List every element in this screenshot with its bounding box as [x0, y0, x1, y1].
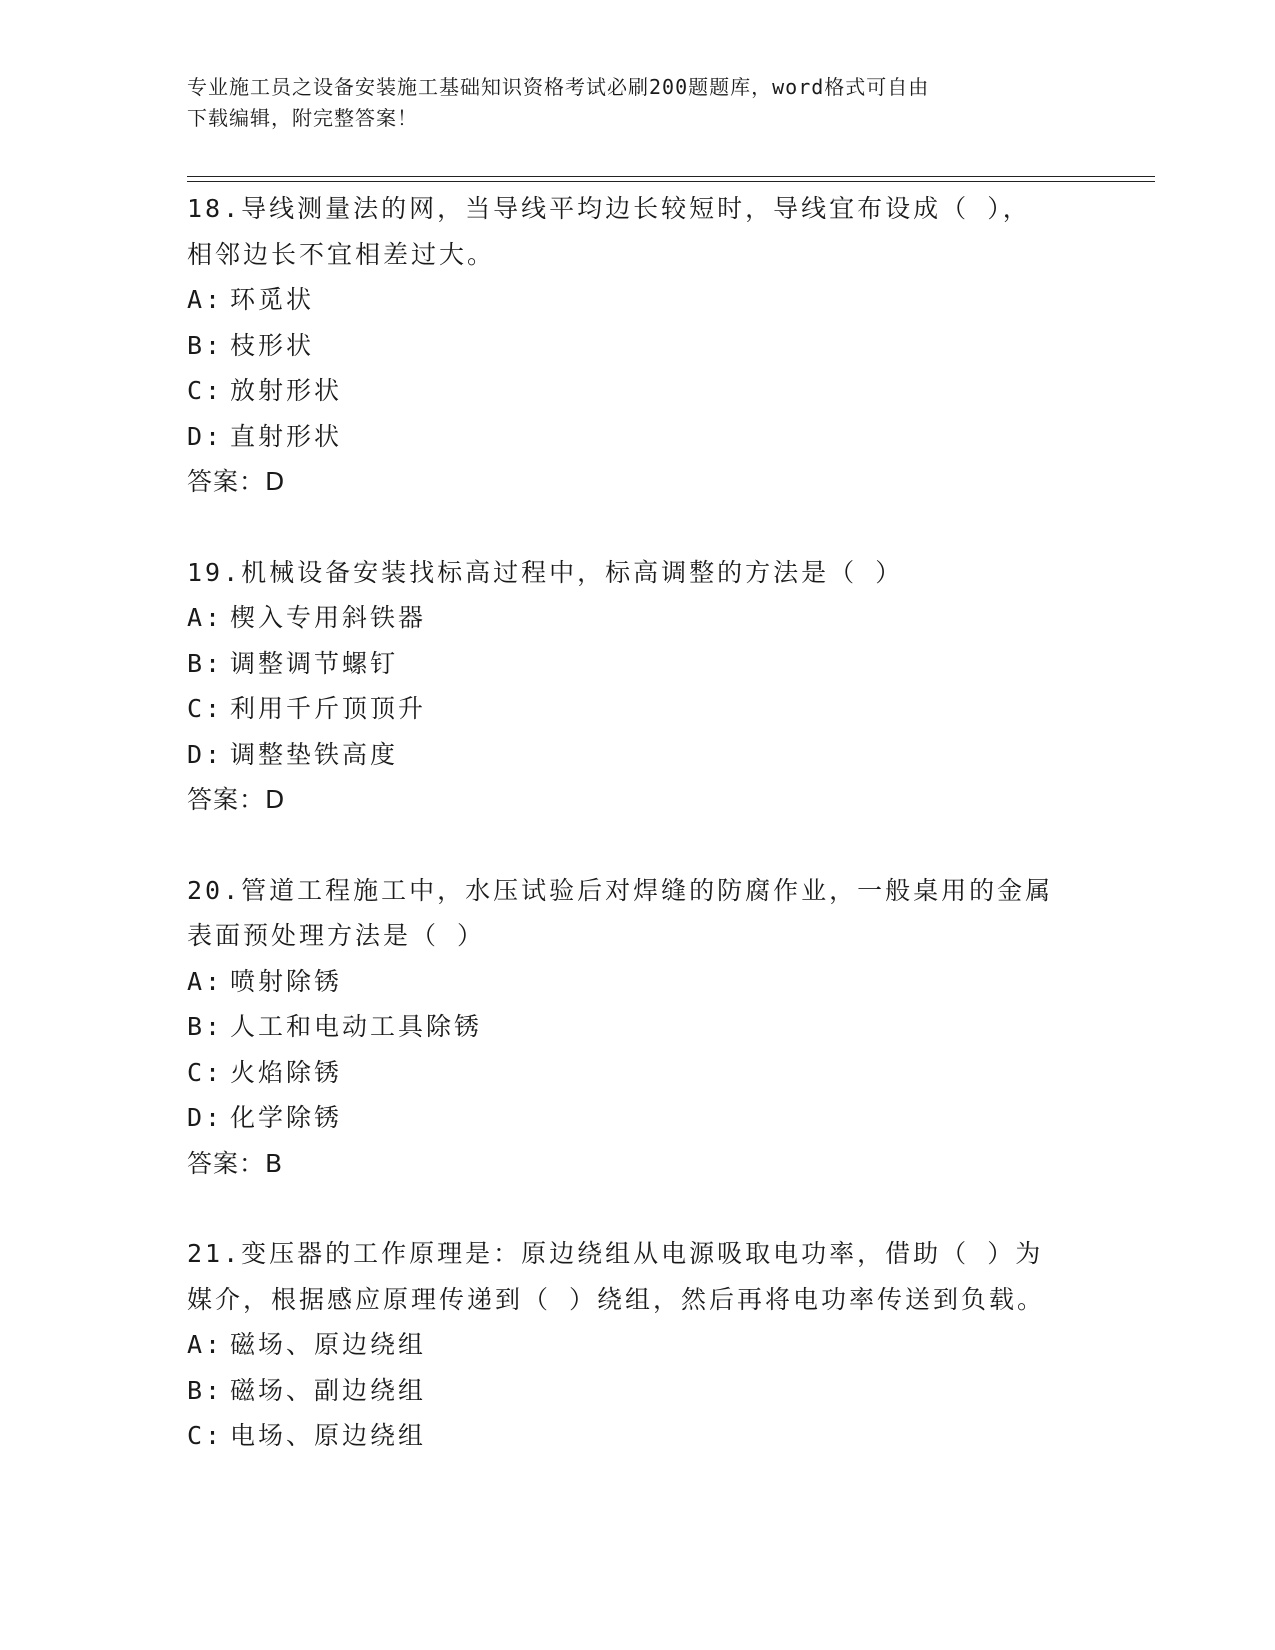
- option-c: [187, 1050, 1087, 1096]
- option-b: [187, 641, 1087, 687]
- question-20: [187, 868, 1087, 1187]
- option-a: [187, 1322, 1087, 1368]
- option-text: 放射形状: [230, 376, 343, 405]
- option-key: B:: [187, 648, 224, 678]
- option-c: [187, 368, 1087, 414]
- question-text-line-2: 表面预处理方法是（ ）: [187, 921, 486, 950]
- option-key: D:: [187, 1103, 224, 1132]
- question-text-line-1: 19.机械设备安装找标高过程中，标高调整的方法是（ ）: [187, 557, 904, 587]
- header-line-1: 专业施工员之设备安装施工基础知识资格考试必刷200题题库，word格式可自由: [187, 75, 930, 99]
- option-text: 直射形状: [230, 421, 343, 451]
- option-key: C:: [187, 376, 224, 405]
- option-key: C:: [187, 694, 224, 723]
- header-line-2: 下载编辑，附完整答案！: [187, 106, 418, 130]
- option-text: 人工和电动工具除锈: [230, 1012, 483, 1041]
- question-text-line-2: 媒介，根据感应原理传递到（ ）绕组，然后再将电功率传送到负载。: [187, 1284, 1046, 1314]
- option-b: [187, 323, 1087, 369]
- option-key: B:: [187, 1012, 224, 1041]
- answer-line: 答案：D: [187, 785, 286, 814]
- option-b: [187, 1368, 1087, 1414]
- question-text-line-2: 相邻边长不宜相差过大。: [187, 239, 496, 269]
- option-d: [187, 414, 1087, 460]
- option-key: A:: [187, 285, 224, 314]
- option-text: 火焰除锈: [230, 1057, 343, 1087]
- option-d: [187, 732, 1087, 778]
- question-21: [187, 1231, 1087, 1459]
- option-key: B:: [187, 330, 224, 360]
- option-text: 调整垫铁高度: [230, 739, 399, 769]
- option-text: 磁场、副边绕组: [230, 1375, 427, 1405]
- option-key: C:: [187, 1421, 224, 1450]
- option-b: [187, 1004, 1087, 1050]
- question-18: [187, 186, 1087, 505]
- answer-line: 答案：B: [187, 1148, 284, 1178]
- option-key: D:: [187, 421, 224, 451]
- option-text: 枝形状: [230, 330, 315, 360]
- option-text: 喷射除锈: [230, 966, 343, 996]
- option-text: 磁场、原边绕组: [230, 1330, 427, 1359]
- option-text: 调整调节螺钉: [230, 648, 399, 678]
- option-key: C:: [187, 1057, 224, 1087]
- question-text-line-1: 21.变压器的工作原理是：原边绕组从电源吸取电功率，借助（ ）为: [187, 1239, 1044, 1268]
- option-c: [187, 686, 1087, 732]
- option-c: [187, 1413, 1087, 1459]
- option-text: 利用千斤顶顶升: [230, 694, 427, 723]
- option-text: 电场、原边绕组: [230, 1421, 427, 1450]
- answer-line: 答案：D: [187, 467, 286, 496]
- option-a: [187, 595, 1087, 641]
- option-key: B:: [187, 1375, 224, 1405]
- option-text: 化学除锈: [230, 1103, 343, 1132]
- option-a: [187, 959, 1087, 1005]
- option-key: A:: [187, 603, 224, 632]
- header-divider-top: [187, 176, 1155, 177]
- question-list: [187, 186, 1087, 1504]
- option-d: [187, 1095, 1087, 1141]
- question-text-line-1: 20.管道工程施工中，水压试验后对焊缝的防腐作业，一般桌用的金属: [187, 875, 1054, 905]
- header-divider-bottom: [187, 181, 1155, 182]
- option-text: 楔入专用斜铁器: [230, 603, 427, 632]
- option-key: A:: [187, 1330, 224, 1359]
- option-key: A:: [187, 966, 224, 996]
- question-text-line-1: 18.导线测量法的网，当导线平均边长较短时，导线宜布设成（ ），: [187, 194, 1031, 223]
- option-key: D:: [187, 739, 224, 769]
- option-text: 环觅状: [230, 285, 315, 314]
- question-19: [187, 550, 1087, 823]
- document-header: [187, 72, 1067, 134]
- option-a: [187, 277, 1087, 323]
